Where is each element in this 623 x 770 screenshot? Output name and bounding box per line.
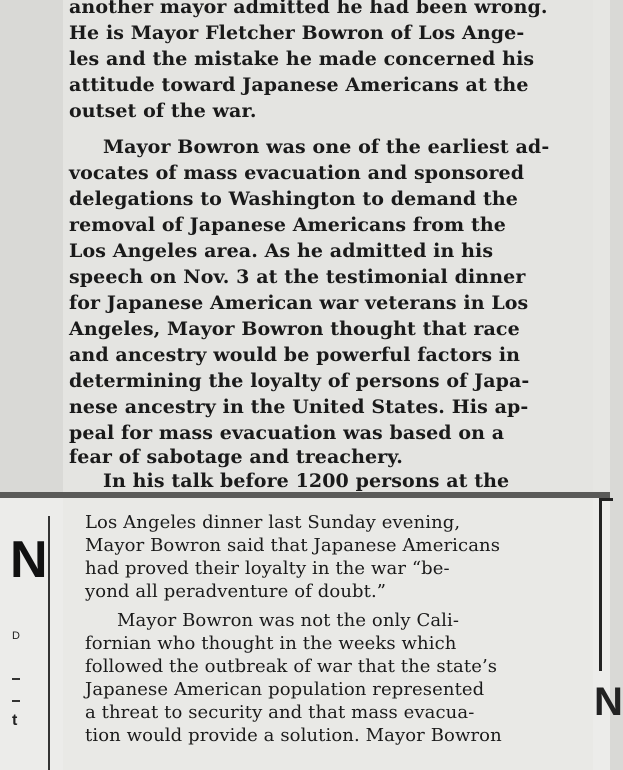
right-margin-lower — [593, 498, 623, 770]
text-line: Angeles, Mayor Bowron thought that race — [69, 318, 520, 340]
text-line: nese ancestry in the United States. His ap- — [69, 396, 529, 418]
text-line: tion would provide a solution. Mayor Bowron — [85, 725, 502, 746]
text-line: had proved their loyalty in the war “be- — [85, 558, 450, 579]
text-line: Mayor Bowron said that Japanese Americans — [85, 535, 501, 556]
text-line: for Japanese American war veterans in Los — [69, 292, 529, 314]
right-headline-fragment: N — [594, 680, 623, 724]
text-line: fornian who thought in the weeks which — [85, 633, 457, 654]
left-fragment-t: t — [12, 712, 18, 729]
text-line: another mayor admitted he had been wrong. — [69, 0, 548, 18]
text-line: He is Mayor Fletcher Bowron of Los Ange- — [69, 22, 525, 44]
left-fragment-d: D — [12, 630, 20, 642]
text-line: Mayor Bowron was one of the earliest ad- — [103, 136, 550, 158]
text-line: and ancestry would be powerful factors in — [69, 344, 521, 366]
text-line: followed the outbreak of war that the state’s — [85, 656, 498, 677]
text-line: delegations to Washington to demand the — [69, 188, 518, 210]
text-line: fear of sabotage and treachery. — [69, 446, 403, 468]
left-border-line — [48, 516, 50, 770]
text-line: speech on Nov. 3 at the testimonial dinner — [69, 266, 526, 288]
text-line: In his talk before 1200 persons at the — [103, 470, 510, 492]
text-line: removal of Japanese Americans from the — [69, 214, 506, 236]
text-line: outset of the war. — [69, 100, 257, 122]
left-headline-fragment: N — [10, 531, 48, 589]
text-line: les and the mistake he made concerned his — [69, 48, 535, 70]
text-line: Japanese American population represented — [85, 679, 485, 700]
upper-column — [63, 0, 593, 492]
left-fragment-dash — [12, 700, 20, 702]
text-line: a threat to security and that mass evacua- — [85, 702, 475, 723]
text-line: Los Angeles dinner last Sunday evening, — [85, 512, 461, 533]
lower-column — [63, 498, 593, 770]
left-fragment-dash — [12, 678, 20, 680]
right-border-box — [599, 498, 613, 671]
text-line: attitude toward Japanese Americans at the — [69, 74, 529, 96]
text-line: yond all peradventure of doubt.” — [85, 581, 387, 602]
text-line: determining the loyalty of persons of Japa- — [69, 370, 530, 392]
right-margin-upper — [593, 0, 610, 492]
text-line: Los Angeles area. As he admitted in his — [69, 240, 494, 262]
text-line: peal for mass evacuation was based on a — [69, 422, 505, 444]
text-line: Mayor Bowron was not the only Cali- — [117, 610, 460, 631]
text-line: vocates of mass evacuation and sponsored — [69, 162, 525, 184]
